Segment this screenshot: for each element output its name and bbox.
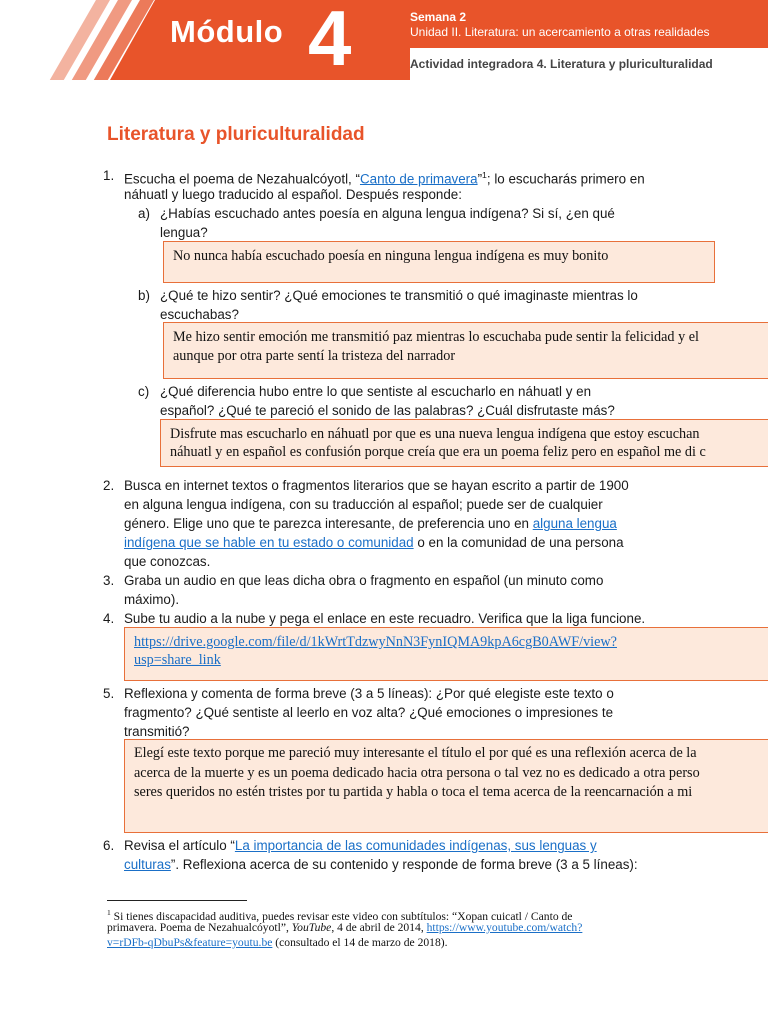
answer-1a: No nunca había escuchado poesía en ninguna lengua indígena es muy bonito [173, 248, 609, 264]
footnote-ref: 1 [482, 170, 487, 180]
q5-line-1: Reflexiona y comenta de forma breve (3 a 5 líneas): ¿Por qué elegiste este texto o [124, 686, 614, 701]
q1-number: 1. [103, 168, 115, 183]
q1-line-1: Escucha el poema de Nezahualcóyotl, “Canto de primavera”$^1$; lo escucharás primero en [124, 170, 645, 187]
audio-link-line-1[interactable]: https://drive.google.com/file/d/1kWrtTdzwyNnN3FynIQMA9kpA6cgB0AWF/view? [134, 634, 617, 650]
answer-box-5[interactable] [124, 739, 768, 833]
document-title: Literatura y pluriculturalidad [107, 124, 365, 145]
answer-1b-line-2: aunque por otra parte sentí la tristeza del narrador [173, 348, 456, 364]
lengua-indigena-link[interactable]: alguna lengua [532, 516, 617, 531]
footnote-line-3: v=rDFb-qDbuPs&feature=youtu.be (consultado el 14 de marzo de 2018). [107, 936, 448, 949]
q2-number: 2. [103, 478, 115, 493]
q1b-line-1: ¿Qué te hizo sentir? ¿Qué emociones te transmitió o qué imaginaste mientras lo [160, 288, 638, 303]
q2-line-5: que conozcas. [124, 554, 211, 569]
q1a-line-2: lengua? [160, 225, 208, 240]
q4-line-1: Sube tu audio a la nube y pega el enlace en este recuadro. Verifica que la liga funcione. [124, 611, 646, 626]
answer-box-1b[interactable] [163, 322, 768, 379]
footnote-line-1: $^1$ Si tienes discapacidad auditiva, puedes revisar este video con subtítulos: “Xopan cuicatl / Canto de [107, 908, 573, 923]
answer-box-1c[interactable] [160, 419, 768, 467]
q2-line-4: indígena que se hable en tu estado o comunidad o en la comunidad de una persona [124, 535, 624, 550]
activity-label: Actividad integradora 4. Literatura y pluriculturalidad [410, 57, 713, 71]
q2-line-2: en alguna lengua indígena, con su traducción al español; puede ser de cualquier [124, 497, 603, 512]
articulo-link-cont[interactable]: culturas [124, 857, 171, 872]
answer-box-1a[interactable] [163, 241, 715, 283]
articulo-link[interactable]: La importancia de las comunidades indígenas, sus lenguas y [234, 838, 597, 853]
footnote-divider [107, 900, 247, 901]
week-label: Semana 2 [410, 10, 467, 24]
q6-line-2: culturas”. Reflexiona acerca de su contenido y responde de forma breve (3 a 5 líneas): [124, 857, 638, 872]
q1c-line-1: ¿Qué diferencia hubo entre lo que sentiste al escucharlo en náhuatl y en [160, 384, 592, 399]
unit-label: Unidad II. Literatura: un acercamiento a otras realidades [410, 25, 710, 39]
youtube-link-cont[interactable]: v=rDFb-qDbuPs&feature=youtu.be [107, 936, 273, 949]
answer-5-line-1: Elegí este texto porque me pareció muy interesante el título el por qué es una reflexión acerca de la [134, 745, 697, 761]
q1c-letter: c) [138, 384, 150, 399]
footnote-line-2: primavera. Poema de Nezahualcóyotl”, YouTube, 4 de abril de 2014, https://www.youtube.com/watch? [107, 921, 583, 934]
q1-line-2: náhuatl y luego traducido al español. Después responde: [124, 187, 462, 202]
q1b-line-2: escuchabas? [160, 307, 239, 322]
answer-box-4[interactable] [124, 627, 768, 681]
canto-de-primavera-link[interactable]: Canto de primavera [359, 171, 478, 187]
answer-5-line-3: seres queridos no estén tristes por tu partida y habla o toca el tema acerca de la reencarnación a mi [134, 784, 693, 800]
q1c-line-2: español? ¿Qué te pareció el sonido de las palabras? ¿Cuál disfrutaste más? [160, 403, 615, 418]
q6-number: 6. [103, 838, 115, 853]
q1b-letter: b) [138, 288, 150, 303]
q4-number: 4. [103, 611, 115, 626]
answer-5-line-2: acerca de la muerte y es un poema dedicado hacia otra persona o tal vez no es dedicado a otra perso [134, 765, 700, 781]
q6-line-1: Revisa el artículo “La importancia de las comunidades indígenas, sus lenguas y [124, 838, 597, 853]
week-band [400, 0, 768, 48]
module-number: 4 [308, 0, 352, 80]
q3-line-2: máximo). [124, 592, 180, 607]
q5-number: 5. [103, 686, 115, 701]
q3-line-1: Graba un audio en que leas dicha obra o fragmento en español (un minuto como [124, 573, 604, 588]
audio-link-line-2[interactable]: usp=share_link [134, 652, 221, 668]
q3-number: 3. [103, 573, 115, 588]
q5-line-3: transmitió? [124, 724, 190, 739]
youtube-link[interactable]: https://www.youtube.com/watch? [426, 921, 583, 934]
q2-line-3: género. Elige uno que te parezca interesante, de preferencia uno en alguna lengua [124, 516, 617, 531]
q1a-line-1: ¿Habías escuchado antes poesía en alguna lengua indígena? Si sí, ¿en qué [160, 206, 615, 221]
q1a-letter: a) [138, 206, 150, 221]
q2-line-1: Busca en internet textos o fragmentos literarios que se hayan escrito a partir de 1900 [124, 478, 629, 493]
module-word: Módulo [170, 14, 284, 49]
answer-1b-line-1: Me hizo sentir emoción me transmitió paz mientras lo escuchaba pude sentir la felicidad y el [173, 329, 699, 345]
answer-1c-line-1: Disfrute mas escucharlo en náhuatl por que es una nueva lengua indígena que estoy escuchan [170, 426, 700, 442]
q5-line-2: fragmento? ¿Qué sentiste al leerlo en voz alta? ¿Qué emociones o impresiones te [124, 705, 614, 720]
lengua-indigena-link-cont[interactable]: indígena que se hable en tu estado o comunidad [124, 535, 414, 550]
answer-1c-line-2: náhuatl y en español es confusión porque creía que era un poema feliz pero en español me di c [170, 444, 706, 460]
